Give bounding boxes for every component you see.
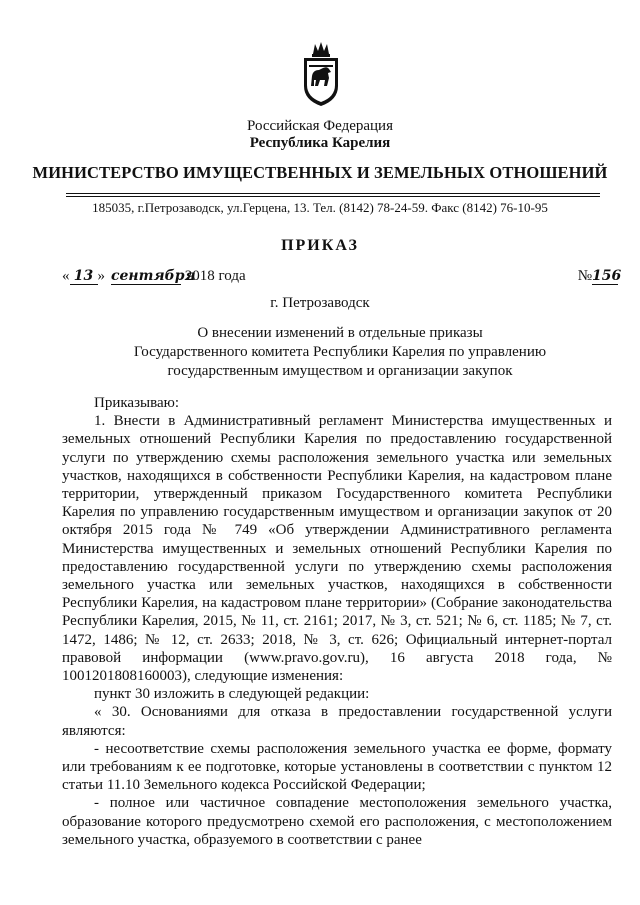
order-number [577,268,622,285]
republic-name: Республика Карелия [249,135,391,151]
paragraph-point-30: « 30. Основаниями для отказа в предоставлении государственной услуги являются: [62,704,612,739]
title-line-2: Государственного комитета Республики Карелия по управлению [133,344,547,360]
date-year: 2018 года [184,268,246,284]
paragraph-point-30-intro: пункт 30 изложить в следующей редакции: [94,686,370,703]
paragraph-item-1: 1. Внести в Административный регламент Министерства имущественных и земельных отношений Республики Карелия по предоставлению государственной услуги по утверждению схемы расположения земельного участка или земельных участков, находящихся в собственности Республики Карелия, на кадастровом плане территории, утвержденный приказом Государственного комитета Республики Карелия по управлению государственным имуществом и организации закупок от 20 октября 2015 года № 749 «Об утверждении Административного регламента Министерства имущественных и земельных отношений Республики Карелия по предоставлению государственной услуги по утверждению схемы расположения земельного участка или земельных участков, находящихся в собственности Республики Карелия, на кадастровом плане территории» (Собрание законодательства Республики Карелия, 2015, № 11, ст. 2161; 2017, № 3, ст. 521; № 6, ст. 1185; № 7, ст. 1472, 1486; № 12, ст. 2633; 2018, № 3, ст. 626; Официальный интернет-портал правовой информации (www.pravo.gov.ru), 16 августа 2018 года, № 1001201808160003), следующие изменения: [62,413,612,685]
number-value: 156 [592,268,622,284]
date-day: 13 [70,268,98,285]
country-name: Российская Федерация [247,118,393,134]
coat-of-arms-karelia-icon [301,42,341,108]
order-body [62,394,612,849]
title-line-3: государственным имуществом и организации закупок [167,363,513,379]
date-open-quote: « [62,268,70,284]
date-close-quote: » [97,268,105,284]
paragraph-order-intro: Приказываю: [94,395,179,411]
date-month: сентября [111,268,196,284]
ministry-name: МИНИСТЕРСТВО ИМУЩЕСТВЕННЫХ И ЗЕМЕЛЬНЫХ ОТНОШЕНИЙ [32,163,608,182]
title-line-1: О внесении изменений в отдельные приказы [197,325,483,341]
city-name: г. Петрозаводск [270,295,370,311]
paragraph-refusal-reason-1: - несоответствие схемы расположения земельного участка ее форме, формату или требованиям к ее подготовке, которые установлены в соответствии с пунктом 12 статьи 11.10 Земельного кодекса Российской Федерации; [62,740,612,794]
paragraph-refusal-reason-2: - полное или частичное совпадение местоположения земельного участка, образование которого предусмотрено схемой его расположения, с местоположением земельного участка, образуемого в соответствии с ранее [62,795,612,848]
number-prefix: № [577,268,592,284]
order-title [60,324,620,381]
date-number-row [62,268,622,290]
ministry-address: 185035, г.Петрозаводск, ул.Герцена, 13. Тел. (8142) 78-24-59. Факс (8142) 76-10-95 [92,200,548,215]
header-divider-top [66,193,600,194]
document-type: ПРИКАЗ [281,237,359,254]
order-date [62,268,246,285]
header-divider-bottom [66,196,600,197]
